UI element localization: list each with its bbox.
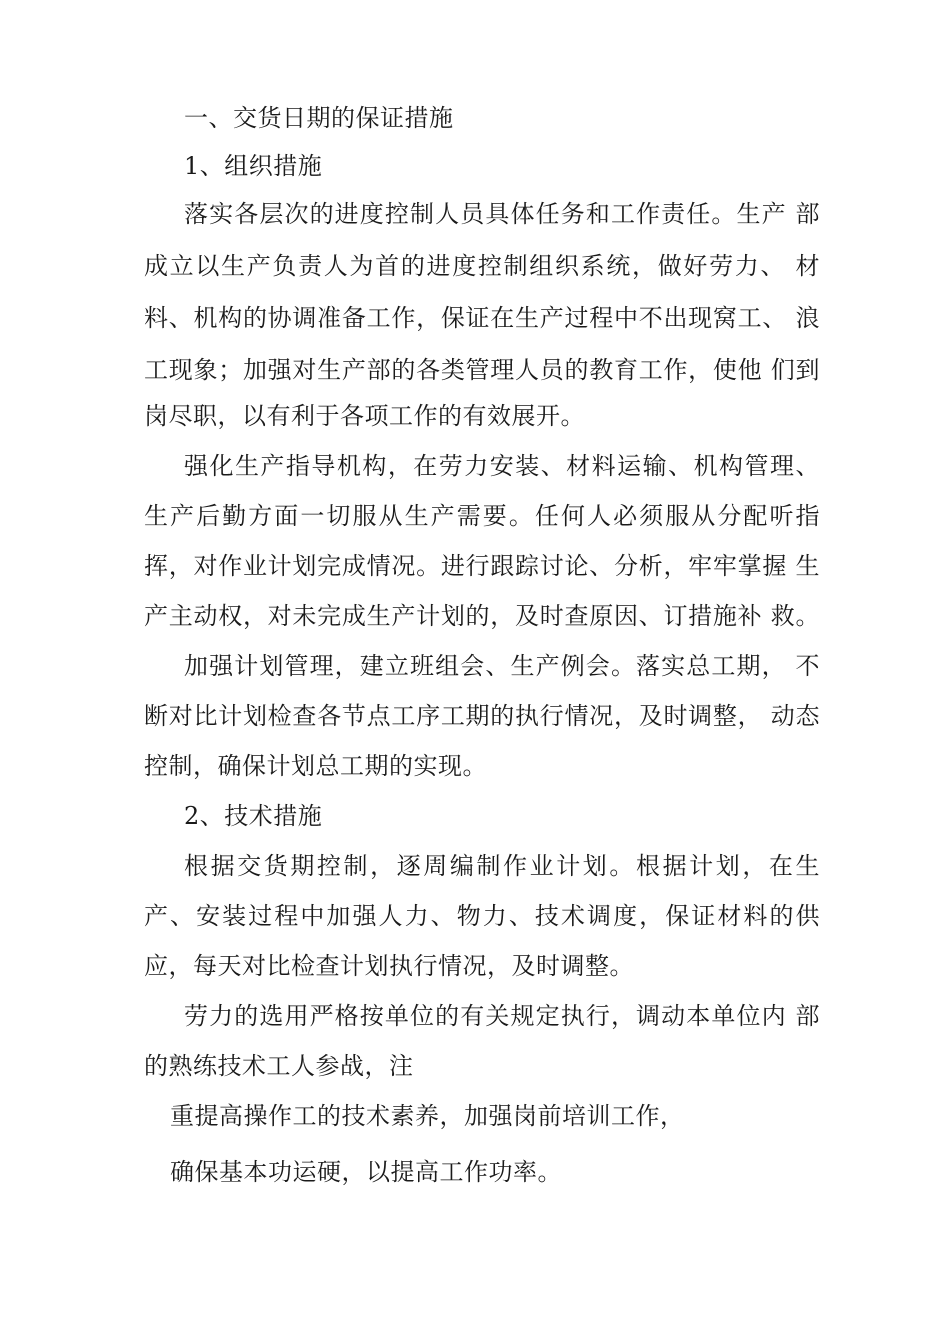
paragraph-line: 挥，对作业计划完成情况。进行跟踪讨论、分析，牢牢掌握 生 [144, 552, 820, 580]
paragraph-line: 成立以生产负责人为首的进度控制组织系统，做好劳力、 材 [144, 252, 820, 280]
paragraph-line: 强化生产指导机构，在劳力安装、材料运输、机构管理、 [184, 452, 820, 480]
paragraph-line: 产主动权，对未完成生产计划的，及时查原因、订措施补 救。 [144, 602, 820, 630]
section-heading: 一、交货日期的保证措施 [184, 104, 454, 132]
paragraph-line: 工现象；加强对生产部的各类管理人员的教育工作，使他 们到 [144, 356, 820, 384]
paragraph-line: 生产后勤方面一切服从生产需要。任何人必须服从分配听指 [144, 502, 820, 530]
paragraph-line: 加强计划管理，建立班组会、生产例会。落实总工期， 不 [184, 652, 820, 680]
paragraph-line: 劳力的选用严格按单位的有关规定执行，调动本单位内 部 [184, 1002, 820, 1030]
paragraph-line: 断对比计划检查各节点工序工期的执行情况，及时调整， 动态 [144, 702, 820, 730]
subsection-title-organization: 1、组织措施 [184, 152, 323, 180]
paragraph-line: 岗尽职，以有利于各项工作的有效展开。 [144, 402, 585, 430]
paragraph-line: 重提高操作工的技术素养，加强岗前培训工作， [170, 1102, 685, 1130]
paragraph-line: 落实各层次的进度控制人员具体任务和工作责任。生产 部 [184, 200, 820, 228]
paragraph-line: 确保基本功运硬，以提高工作功率。 [170, 1158, 562, 1186]
subsection-title-technical: 2、技术措施 [184, 802, 323, 830]
paragraph-line: 的熟练技术工人参战，注 [144, 1052, 414, 1080]
paragraph-line: 产、安装过程中加强人力、物力、技术调度，保证材料的供 [144, 902, 820, 930]
paragraph-line: 控制，确保计划总工期的实现。 [144, 752, 487, 780]
paragraph-line: 应，每天对比检查计划执行情况，及时调整。 [144, 952, 634, 980]
paragraph-line: 根据交货期控制，逐周编制作业计划。根据计划，在生 [184, 852, 820, 880]
paragraph-line: 料、机构的协调准备工作，保证在生产过程中不出现窝工、 浪 [144, 304, 820, 332]
